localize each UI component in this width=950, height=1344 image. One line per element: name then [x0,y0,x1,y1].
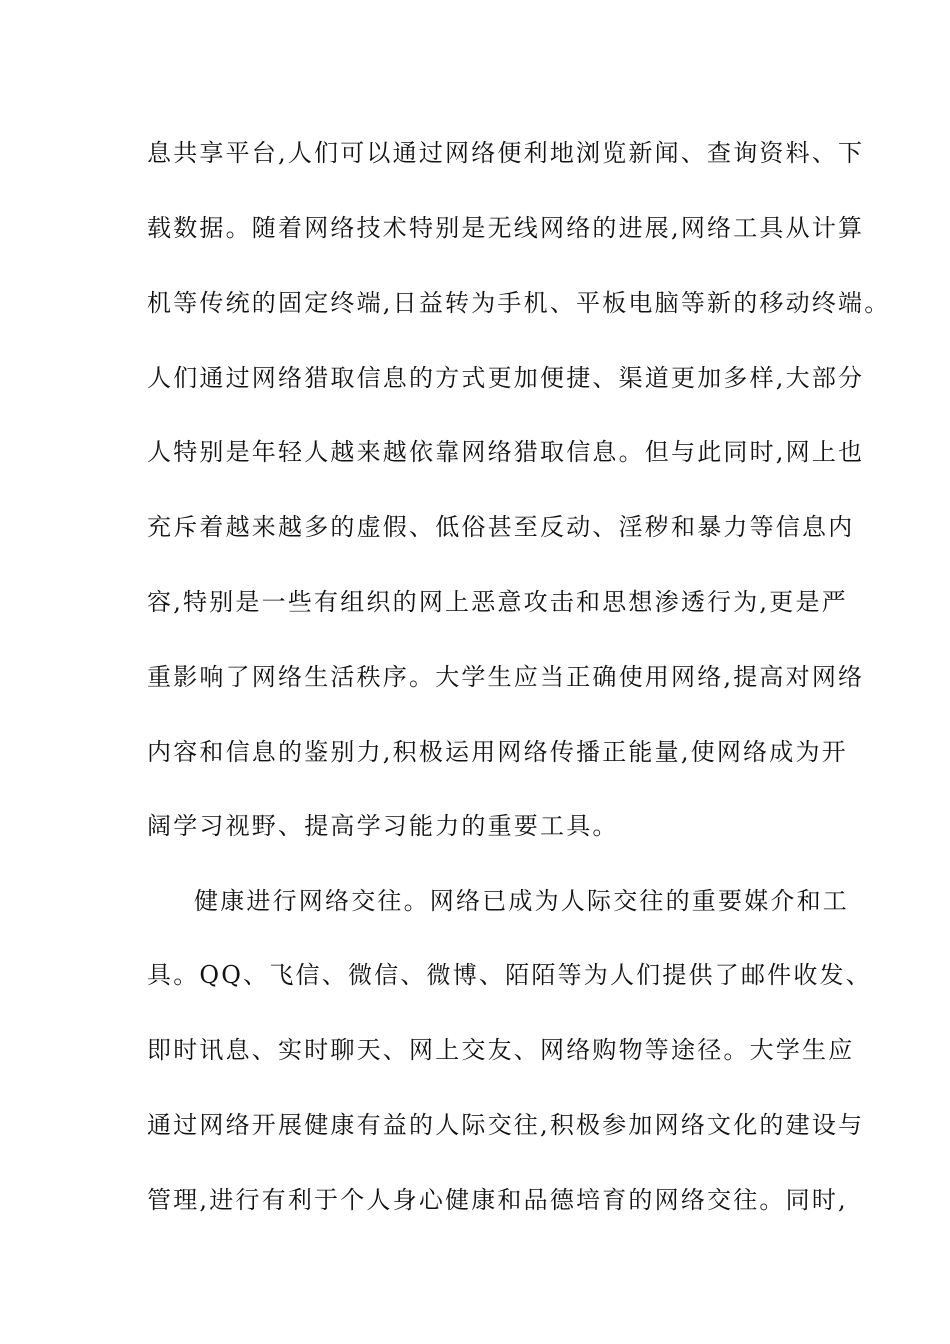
paragraph-first-line: 健康进行网络交往。网络已成为人际交往的重要媒介和工 [194,887,849,915]
body-text-line: 机等传统的固定终端,日益转为手机、平板电脑等新的移动终端。 [147,289,891,317]
body-text-line: 内容和信息的鉴别力,积极运用网络传播正能量,使网络成为开 [147,738,848,766]
body-text-line: 息共享平台,人们可以通过网络便利地浏览新闻、查询资料、下 [147,139,865,167]
body-text-line: 容,特别是一些有组织的网上恶意攻击和思想渗透行为,更是严 [147,588,848,616]
body-text-line: 即时讯息、实时聊天、网上交友、网络购物等途径。大学生应 [147,1036,855,1064]
body-text-line: 人们通过网络猎取信息的方式更加便捷、渠道更加多样,大部分 [147,364,865,392]
body-text-line: 人特别是年轻人越来越依靠网络猎取信息。但与此同时,网上也 [147,438,865,466]
body-text-line: 通过网络开展健康有益的人际交往,积极参加网络文化的建设与 [147,1111,865,1139]
body-text-line: 载数据。随着网络技术特别是无线网络的进展,网络工具从计算 [147,214,865,242]
body-text-line: 阔学习视野、提高学习能力的重要工具。 [147,812,619,840]
body-text-line: 管理,进行有利于个人身心健康和品德培育的网络交往。同时, [147,1186,848,1214]
body-text-line: 重影响了网络生活秩序。大学生应当正确使用网络,提高对网络 [147,663,865,691]
body-text-line: 具。QQ、飞信、微信、微博、陌陌等为人们提供了邮件收发、 [147,961,872,989]
body-text-line: 充斥着越来越多的虚假、低俗甚至反动、淫秽和暴力等信息内 [147,513,855,541]
